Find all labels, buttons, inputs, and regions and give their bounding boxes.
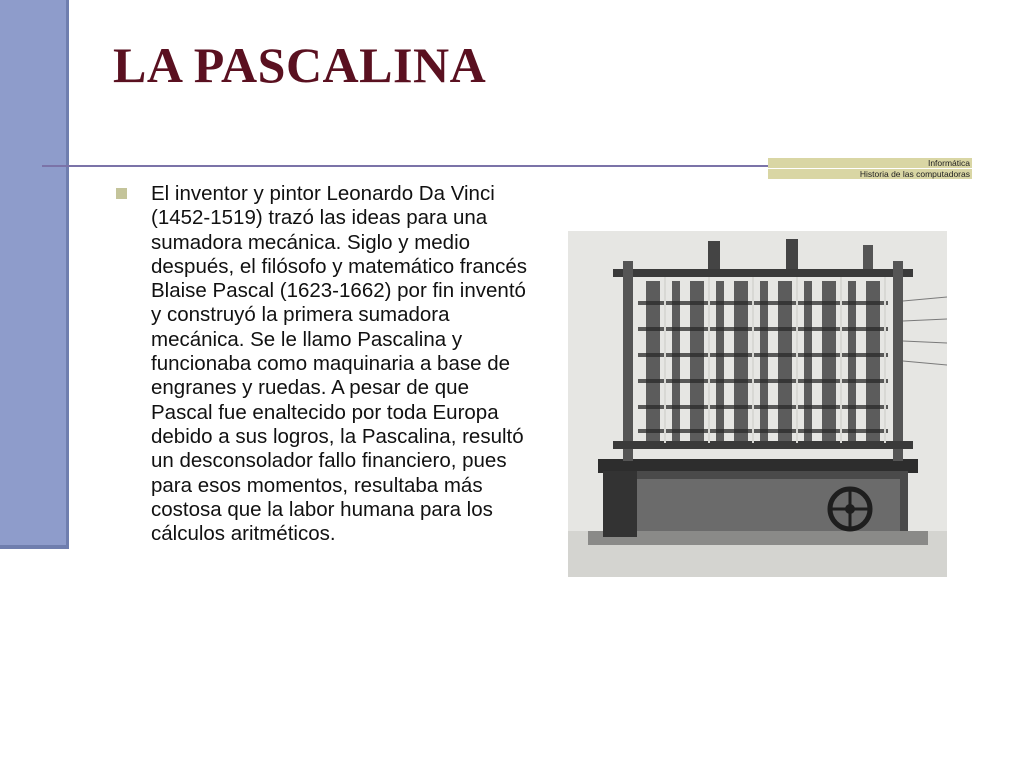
- left-accent-bar: [0, 0, 66, 548]
- left-accent-bar-bottom: [0, 545, 69, 549]
- topic-tag: Historia de las computadoras: [768, 169, 972, 179]
- course-tag: Informática: [768, 158, 972, 168]
- bullet-paragraph: El inventor y pintor Leonardo Da Vinci (1452-1519) trazó las ideas para una sumadora mecánica. Siglo y medio después, el filósofo y matemático francés Blaise Pascal (1623-1662) por fin inventó y construyó la primera sumadora mecánica. Se le llamo Pascalina y funcionaba como maquinaria a base de engranes y ruedas. A pesar de que Pascal fue enaltecido por toda Europa debido a sus logros, la Pascalina, resultó un desconsolador fallo financiero, pues para esos momentos, resultaba más costosa que la labor humana para los cálculos aritméticos.: [151, 182, 528, 546]
- left-accent-bar-shadow: [66, 0, 69, 548]
- machine-photo: [568, 231, 947, 577]
- bullet-square-icon: [116, 188, 127, 199]
- slide-title: LA PASCALINA: [113, 37, 487, 93]
